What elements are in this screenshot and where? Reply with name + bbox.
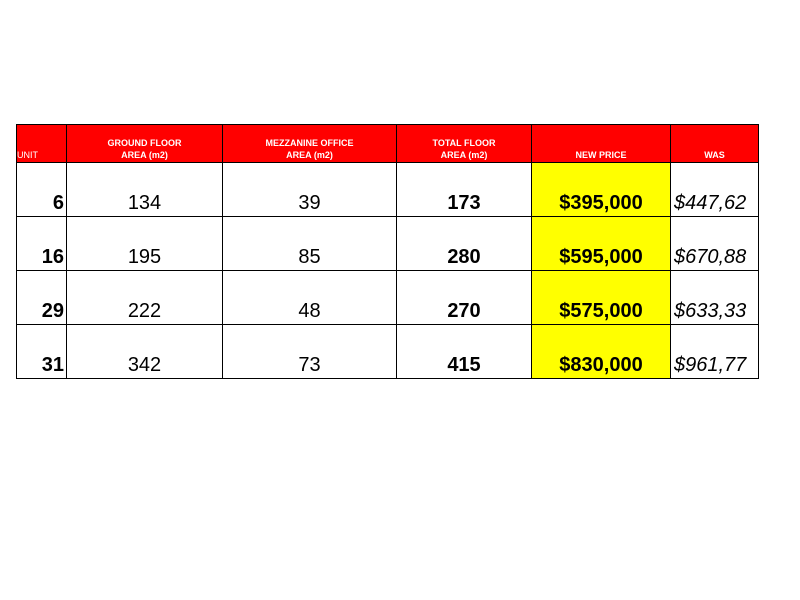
cell-unit: 16	[17, 217, 67, 271]
header-ground-floor-area	[67, 125, 223, 163]
header-ground-line1: GROUND FLOOR	[107, 138, 182, 148]
header-total-line2: AREA (m2)	[440, 150, 488, 160]
cell-ground-floor-area: 222	[67, 271, 223, 325]
header-total-floor-area	[397, 125, 532, 163]
table-body	[17, 163, 759, 379]
header-row	[17, 125, 759, 163]
cell-total-floor-area: 270	[397, 271, 532, 325]
cell-mezzanine-area: 48	[223, 271, 397, 325]
table-row	[17, 325, 759, 379]
cell-mezzanine-area: 39	[223, 163, 397, 217]
table-header	[17, 125, 759, 163]
cell-new-price: $830,000	[532, 325, 671, 379]
cell-new-price: $395,000	[532, 163, 671, 217]
cell-total-floor-area: 280	[397, 217, 532, 271]
cell-unit: 6	[17, 163, 67, 217]
cell-ground-floor-area: 342	[67, 325, 223, 379]
cell-new-price: $575,000	[532, 271, 671, 325]
header-total-line1: TOTAL FLOOR	[432, 138, 496, 148]
table-row	[17, 217, 759, 271]
cell-unit: 29	[17, 271, 67, 325]
cell-was-price: $961,77	[671, 325, 759, 379]
cell-total-floor-area: 415	[397, 325, 532, 379]
cell-was-price: $633,33	[671, 271, 759, 325]
cell-new-price: $595,000	[532, 217, 671, 271]
table-row	[17, 271, 759, 325]
header-unit: UNIT	[17, 125, 67, 163]
cell-mezzanine-area: 73	[223, 325, 397, 379]
cell-mezzanine-area: 85	[223, 217, 397, 271]
cell-ground-floor-area: 195	[67, 217, 223, 271]
cell-was-price: $670,88	[671, 217, 759, 271]
price-table	[16, 124, 759, 379]
header-new-price: NEW PRICE	[532, 125, 671, 163]
table-row	[17, 163, 759, 217]
header-mezzanine-office-area	[223, 125, 397, 163]
header-mezz-line1: MEZZANINE OFFICE	[265, 138, 354, 148]
cell-unit: 31	[17, 325, 67, 379]
cell-ground-floor-area: 134	[67, 163, 223, 217]
header-ground-line2: AREA (m2)	[121, 150, 168, 160]
cell-total-floor-area: 173	[397, 163, 532, 217]
cell-was-price: $447,62	[671, 163, 759, 217]
header-was: WAS	[671, 125, 759, 163]
header-mezz-line2: AREA (m2)	[286, 150, 333, 160]
